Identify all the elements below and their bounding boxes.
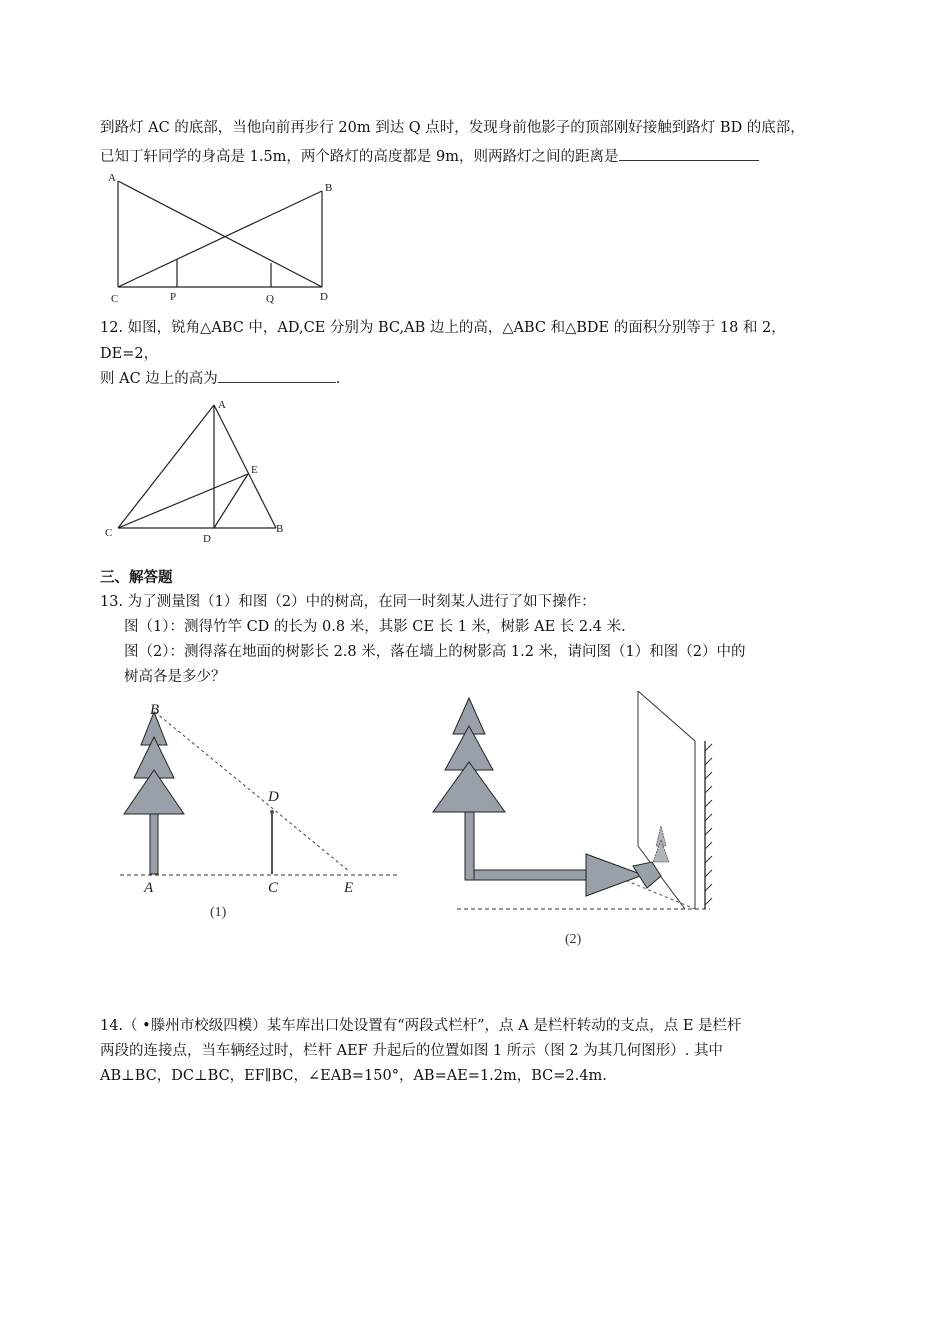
tree-bottom-layer — [124, 770, 184, 814]
tree-trunk — [150, 812, 158, 874]
label-e: E — [251, 464, 258, 476]
sun-ray — [155, 712, 350, 872]
shadow-bottom-layer — [586, 854, 643, 896]
q13-text-line3: 图（2）：测得落在地面的树影长 2.8 米，落在墙上的树影高 1.2 米，请问图（1）和图（2）中的 — [124, 644, 746, 660]
label-d: D — [320, 291, 328, 303]
label-b: B — [150, 702, 160, 718]
q11-text-line2-body: 已知丁轩同学的身高是 1.5m，两个路灯的高度都是 9m，则两路灯之间的距离是 — [100, 149, 619, 165]
label-d: D — [203, 533, 211, 545]
label-c: C — [111, 293, 119, 305]
label-a: A — [108, 172, 116, 184]
label-b: B — [276, 523, 284, 535]
q12-text-line3-prefix: 则 AC 边上的高为 — [100, 371, 218, 387]
tree-bottom-layer — [433, 762, 505, 812]
q12-text-line2: DE=2， — [100, 346, 159, 362]
label-a: A — [144, 880, 154, 896]
point-d-marker — [270, 810, 274, 814]
side-ac — [118, 405, 214, 528]
label-b: B — [325, 182, 333, 194]
q13-figure-2 — [425, 686, 725, 956]
q14-text-line1: 14.（ •滕州市校级四模）某车库出口处设置有“两段式栏杆”，点 A 是栏杆转动的支点，点 E 是栏杆 — [100, 1018, 742, 1034]
label-c: C — [268, 880, 279, 896]
label-c: C — [105, 527, 113, 539]
fig1-caption: (1) — [210, 905, 227, 920]
q13-text-line1: 13. 为了测量图（1）和图（2）中的树高，在同一时刻某人进行了如下操作： — [100, 594, 596, 610]
q11-figure — [100, 168, 350, 308]
section-3-title: 三、解答题 — [100, 569, 173, 586]
segment-de — [214, 474, 248, 528]
side-ab — [214, 405, 276, 528]
label-a: A — [218, 399, 226, 411]
q11-text-line1: 到路灯 AC 的底部，当他向前再步行 20m 到达 Q 点时，发现身前他影子的顶部刚好接触到路灯 BD 的底部， — [100, 120, 805, 136]
height-ce — [118, 474, 248, 528]
line-cb — [118, 191, 322, 287]
wall-shadow-bottom — [653, 840, 669, 862]
q13-text-line4: 树高各是多少？ — [124, 669, 226, 685]
q14-text-line3: AB⊥BC，DC⊥BC，EF∥BC，∠EAB=150°，AB=AE=1.2m，BC=2.4m. — [100, 1068, 607, 1084]
tree-trunk — [465, 812, 474, 880]
fig2-caption: (2) — [565, 932, 582, 947]
q13-figure-1 — [118, 700, 408, 930]
q12-text-line1: 12. 如图，锐角△ABC 中，AD,CE 分别为 BC,AB 边上的高，△ABC 和△BDE 的面积分别等于 18 和 2， — [100, 320, 786, 336]
label-p: P — [170, 291, 177, 303]
label-e: E — [344, 880, 354, 896]
q14-text-line2: 两段的连接点，当车辆经过时，栏杆 AEF 升起后的位置如图 1 所示（图 2 为其几何图形）. 其中 — [100, 1043, 723, 1059]
q12-answer-blank[interactable] — [218, 368, 336, 383]
q13-text-line2: 图（1）：测得竹竿 CD 的长为 0.8 米，其影 CE 长 1 米，树影 AE 长 2.4 米. — [124, 619, 626, 635]
q12-text-line3 — [100, 368, 340, 389]
q12-figure — [100, 394, 300, 549]
q12-text-line3-suffix: . — [335, 371, 341, 387]
shadow-trunk — [474, 870, 586, 880]
label-d: D — [268, 789, 279, 805]
label-q: Q — [266, 293, 274, 305]
q11-text-line2 — [100, 146, 759, 167]
line-ad — [118, 181, 322, 287]
q11-answer-blank[interactable] — [619, 146, 759, 161]
